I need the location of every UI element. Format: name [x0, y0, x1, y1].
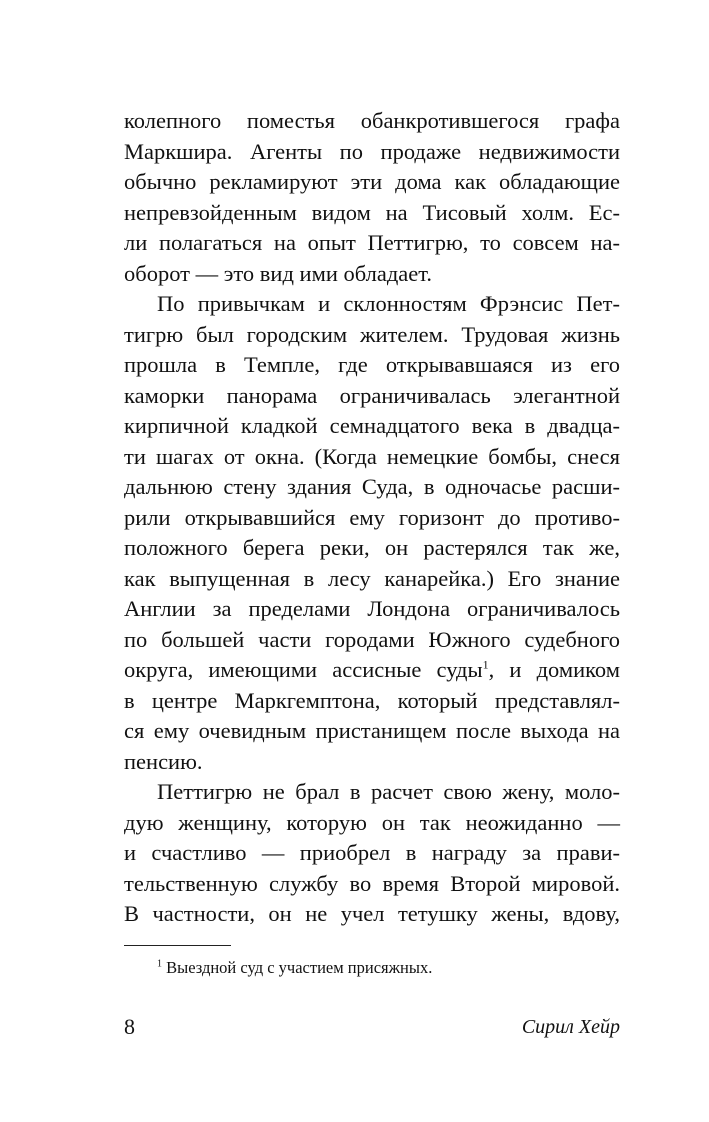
text-line: по большей части городами Южного судебного [124, 626, 620, 652]
text-line: ти шагах от окна. (Когда немецкие бомбы, снеся [124, 443, 620, 469]
footnote-divider [124, 945, 231, 946]
text-line: положного берега реки, он растерялся так же, [124, 535, 620, 560]
text-line-with-footnote [124, 655, 620, 686]
text-line: прошла в Темпле, где открывавшаяся из его [124, 352, 620, 377]
text-line: пенсию. [124, 748, 203, 774]
text-line: тельственную службу во время Второй мировой. [124, 870, 620, 896]
text-line: ли полагаться на опыт Петтигрю, то совсем на- [124, 230, 620, 255]
page-number: 8 [124, 1014, 135, 1039]
text-line: тигрю был городским жителем. Трудовая жизнь [124, 321, 620, 347]
text-line: ся ему очевидным пристанищем после выхода на [124, 718, 620, 743]
author-name: Сирил Хейр [521, 1016, 620, 1038]
text-line: Петтигрю не брал в расчет свою жену, моло- [157, 779, 620, 804]
text-line: рили открывавшийся ему горизонт до противо- [124, 504, 620, 530]
text-line: кирпичной кладкой семнадцатого века в двадца- [124, 413, 620, 438]
body-text [124, 106, 620, 930]
text-line: и счастливо — приобрел в награду за прави- [124, 840, 620, 865]
text-line: Англии за пределами Лондона ограничивалось [124, 596, 620, 621]
text-line: По привычкам и склонностям Фрэнсис Пет- [157, 291, 620, 316]
text-line: В частности, он не учел тетушку жены, вдову, [124, 901, 620, 926]
footnote [157, 958, 432, 978]
text-line: обычно рекламируют эти дома как обладающие [124, 169, 620, 194]
footnote-number: 1 [157, 958, 162, 970]
text-segment: , и домиком [488, 657, 620, 682]
text-line: в центре Маркгемптона, который представлял- [124, 687, 620, 713]
text-line: Маркшира. Агенты по продаже недвижимости [124, 138, 620, 164]
text-line: каморки панорама ограничивалась элегантной [124, 382, 620, 408]
footnote-marker[interactable]: 1 [482, 657, 489, 672]
text-line: дую женщину, которую он так неожиданно — [124, 809, 620, 835]
text-segment: округа, имеющими ассисные суды [124, 657, 483, 682]
text-line: дальнюю стену здания Суда, в одночасье расши- [124, 474, 620, 499]
footnote-text: Выездной суд с участием присяжных. [166, 958, 433, 977]
text-line: колепного поместья обанкротившегося графа [124, 108, 620, 133]
text-line: непревзойденным видом на Тисовый холм. Ес- [124, 199, 620, 225]
text-line: как выпущенная в лесу канарейка.) Его знание [124, 565, 620, 591]
text-line: оборот — это вид ими обладает. [124, 260, 433, 286]
